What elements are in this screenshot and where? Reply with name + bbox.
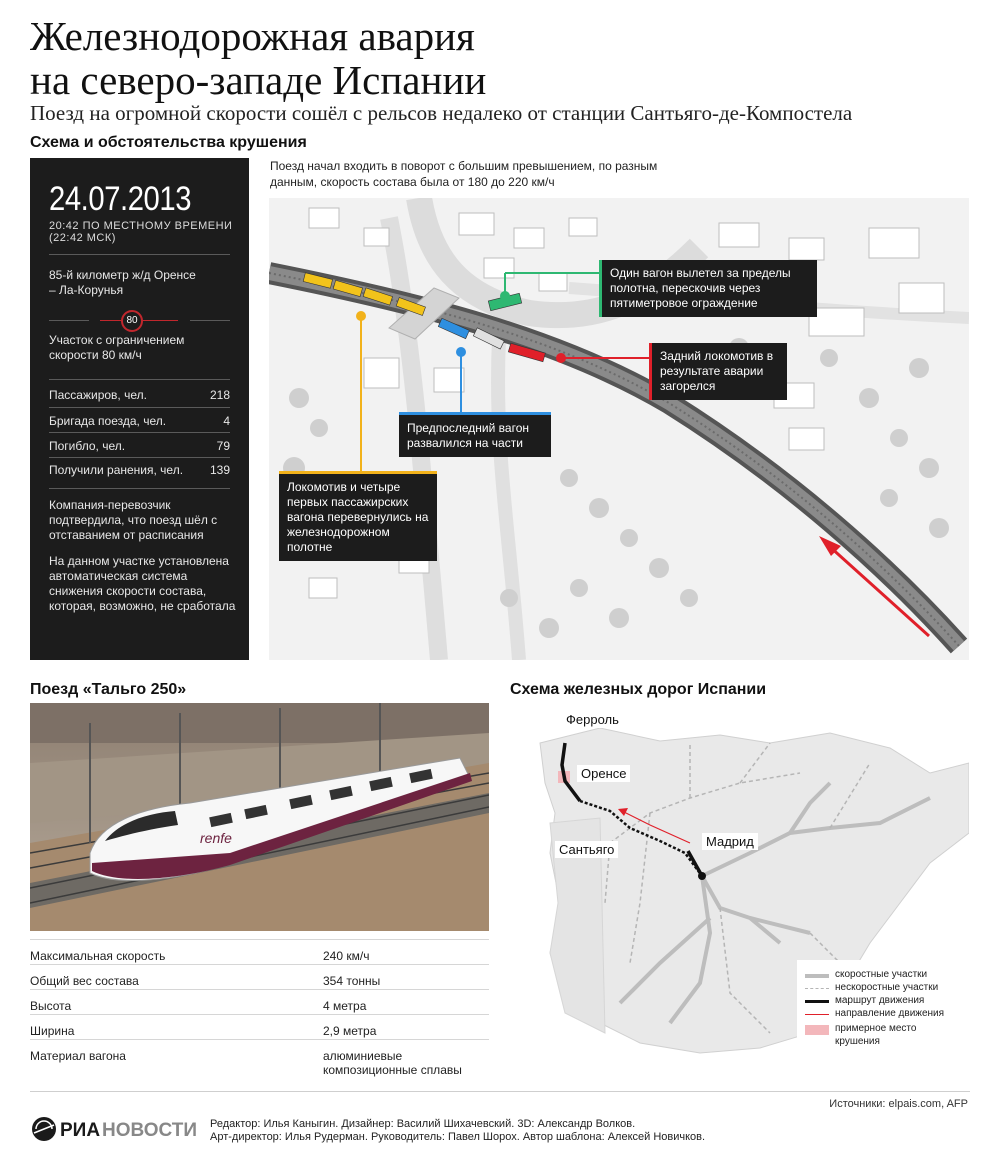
- stat-value: 4: [223, 414, 230, 428]
- divider: [190, 320, 230, 321]
- divider: [49, 432, 230, 433]
- spec-row: [30, 989, 489, 1014]
- divider: [49, 457, 230, 458]
- legend-direction-swatch: [805, 1014, 829, 1015]
- spec-label: Общий вес состава: [30, 974, 139, 988]
- legend-direction: направление движения: [835, 1008, 945, 1019]
- callout-overturned: Локомотив и четыре первых пассажирских вагона перевернулись на железнодорожном полотне: [279, 471, 437, 561]
- spec-value: 4 метра: [323, 999, 367, 1013]
- logo-text-novosti: НОВОСТИ: [102, 1120, 198, 1141]
- stat-label: Погибло, чел.: [49, 439, 126, 453]
- spec-row: [30, 964, 489, 989]
- spec-row: [30, 939, 489, 964]
- divider: [49, 407, 230, 408]
- stat-killed: [49, 439, 230, 453]
- legend-fast-swatch: [805, 974, 829, 978]
- stat-passengers: [49, 388, 230, 402]
- stat-label: Бригада поезда, чел.: [49, 414, 167, 428]
- callout-broken-car: Предпоследний вагон развалился на части: [399, 412, 551, 457]
- map-legend: [797, 960, 961, 1062]
- stat-crew: [49, 414, 230, 428]
- facts-panel: [30, 158, 249, 660]
- sources: Источники: elpais.com, AFP: [829, 1098, 968, 1110]
- legend-slow-swatch: [805, 988, 829, 989]
- callout-ejected-car: Один вагон вылетел за пределы полотна, перескочив через пятиметровое ограждение: [599, 260, 817, 317]
- page-subtitle: Поезд на огромной скорости сошёл с рельсов недалеко от станции Сантьяго-де-Компостела: [30, 101, 853, 125]
- legend-crash-swatch: [805, 1025, 829, 1035]
- spain-rail-map: [510, 703, 969, 1073]
- page-title: [30, 14, 970, 102]
- city-ferrol: Ферроль: [562, 711, 623, 728]
- legend-route-swatch: [805, 1000, 829, 1003]
- legend-route: маршрут движения: [835, 995, 925, 1006]
- crash-scene: [269, 198, 969, 660]
- spec-value: 2,9 метра: [323, 1024, 377, 1038]
- credits-line-1: Редактор: Илья Каныгин. Дизайнер: Василий Шихачевский. 3D: Александр Волков.: [210, 1118, 636, 1130]
- train-illustration: [30, 703, 489, 931]
- note-schedule: Компания-перевозчик подтвердила, что поезд шёл с отставанием от расписания: [49, 498, 218, 542]
- spec-label: Ширина: [30, 1024, 75, 1038]
- ria-logo: [30, 1114, 200, 1144]
- accident-time: 20:42 ПО МЕСТНОМУ ВРЕМЕНИ (22:42 МСК): [49, 220, 233, 244]
- train-photo: [30, 703, 489, 931]
- credits: [210, 1118, 705, 1144]
- title-line-2: на северо-западе Испании: [30, 57, 487, 103]
- city-santiago: Сантьяго: [555, 841, 618, 858]
- spec-value: алюминиевые композиционные сплавы: [323, 1049, 462, 1077]
- footer-divider: [30, 1091, 970, 1092]
- divider: [49, 488, 230, 489]
- stat-label: Пассажиров, чел.: [49, 388, 147, 402]
- divider: [49, 379, 230, 380]
- scheme-intro: Поезд начал входить в поворот с большим превышением, по разным данным, скорость состава была от 180 до 220 км/ч: [270, 159, 658, 189]
- train-heading: Поезд «Тальго 250»: [30, 681, 187, 698]
- spec-row: [30, 1014, 489, 1039]
- credits-line-2: Арт-директор: Илья Рудерман. Руководитель: Павел Шорох. Автор шаблона: Алексей Новичков.: [210, 1131, 706, 1143]
- renfe-logo: renfe: [200, 830, 232, 846]
- spec-label: Материал вагона: [30, 1049, 126, 1063]
- legend-slow: нескоростные участки: [835, 982, 939, 993]
- spec-value: 354 тонны: [323, 974, 381, 988]
- divider: [49, 320, 89, 321]
- speed-limit-sign: 80: [121, 310, 143, 332]
- accident-location: 85-й километр ж/д Оренсе – Ла-Корунья: [49, 268, 196, 297]
- title-line-1: Железнодорожная авария: [30, 13, 475, 59]
- accident-date: 24.07.2013: [49, 180, 192, 218]
- legend-fast: скоростные участки: [835, 969, 928, 980]
- stat-value: 79: [216, 439, 230, 453]
- map-heading: Схема железных дорог Испании: [510, 681, 767, 698]
- city-madrid: Мадрид: [702, 833, 758, 850]
- stat-value: 218: [209, 388, 230, 402]
- callout-rear-locomotive: Задний локомотив в результате аварии загорелся: [649, 343, 787, 400]
- spec-row: [30, 1039, 489, 1079]
- city-orense: Оренсе: [577, 765, 630, 782]
- speed-limit-text: Участок с ограничением скорости 80 км/ч: [49, 333, 185, 362]
- scheme-heading: Схема и обстоятельства крушения: [30, 134, 307, 151]
- stat-injured: [49, 463, 230, 477]
- spec-label: Высота: [30, 999, 72, 1013]
- logo-mark: [30, 1114, 200, 1144]
- legend-crash: примерное место крушения: [835, 1023, 917, 1047]
- divider: [49, 254, 230, 255]
- stat-label: Получили ранения, чел.: [49, 463, 184, 477]
- spec-label: Максимальная скорость: [30, 949, 166, 963]
- note-safety-system: На данном участке установлена автоматическая система снижения скорости состава, которая, возможно, не сработала: [49, 554, 236, 613]
- spec-value: 240 км/ч: [323, 949, 370, 963]
- logo-text-ria: РИА: [60, 1120, 101, 1141]
- stat-value: 139: [209, 463, 230, 477]
